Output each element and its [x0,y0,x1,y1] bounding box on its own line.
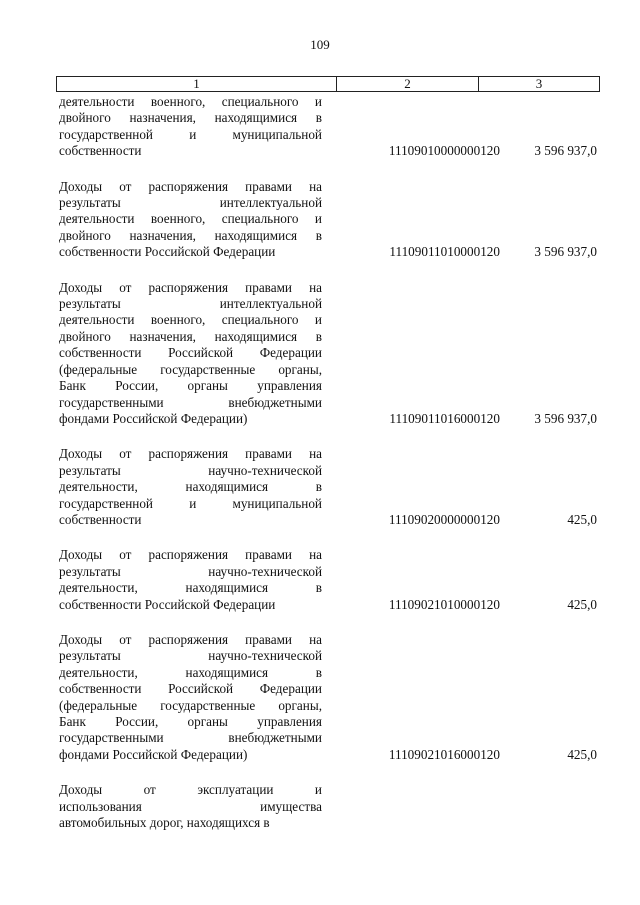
table-row [59,446,599,528]
table-row [59,547,599,613]
row-code: 11109011016000120 [389,410,500,426]
header-col-1: 1 [57,77,337,91]
row-code: 11109020000000120 [388,511,500,527]
description-line: фондами Российской Федерации) [59,410,248,426]
description-line: двойного назначения, находящимися в [59,227,322,243]
description-line: собственности [59,511,142,527]
table-row [59,632,599,763]
description-line: государственными внебюджетными [59,730,322,746]
row-amount: 425,0 [567,511,597,527]
row-amount: 3 596 937,0 [534,410,597,426]
description-line: результаты научно-технической [59,563,322,579]
header-col-3: 3 [535,76,543,91]
row-amount: 3 596 937,0 [534,244,597,260]
row-description [59,632,322,763]
row-description [59,280,322,428]
row-code: 11109021010000120 [388,596,500,612]
description-line: государственными внебюджетными [59,394,322,410]
table-row [59,179,599,261]
table-row [59,94,599,160]
description-line: Доходы от распоряжения правами на [59,631,322,647]
description-line: использования имущества [59,798,322,814]
description-line: собственности Российской Федерации [59,596,276,612]
row-description [59,782,322,831]
row-amount: 425,0 [567,596,597,612]
row-code: 11109010000000120 [388,143,500,159]
row-amount: 425,0 [567,746,597,762]
description-line: Банк России, органы управления [59,714,322,729]
description-line: двойного назначения, находящимися в [59,110,322,126]
description-line: Доходы от эксплуатации и [59,782,322,798]
row-amount: 3 596 937,0 [534,143,597,159]
description-line: (федеральные государственные органы, [59,697,322,713]
description-line: Доходы от распоряжения правами на [59,446,322,462]
description-line: Доходы от распоряжения правами на [59,547,322,563]
description-line: деятельности военного, специального и [59,94,322,109]
description-line: деятельности, находящимися в [59,580,322,596]
row-description [59,94,322,160]
description-line: результаты научно-технической [59,462,322,478]
table-header-row [56,76,600,92]
description-line: (федеральные государственные органы, [59,361,322,377]
description-line: результаты интеллектуальной [59,296,322,312]
description-line: собственности [59,143,142,159]
row-description [59,446,322,528]
table-row [59,280,599,428]
description-line: деятельности военного, специального и [59,211,322,227]
description-line: автомобильных дорог, находящихся в [59,815,270,831]
description-line: двойного назначения, находящимися в [59,328,322,344]
description-line: Доходы от распоряжения правами на [59,178,322,194]
row-code: 11109011010000120 [389,244,500,260]
description-line: деятельности, находящимися в [59,664,322,680]
description-line: государственной и муниципальной [59,126,322,142]
row-description [59,547,322,613]
description-line: государственной и муниципальной [59,495,322,511]
description-line: Банк России, органы управления [59,378,322,394]
description-line: собственности Российской Федерации [59,345,322,361]
table-row [59,782,599,831]
header-col-2: 2 [337,77,479,91]
page-number: 109 [310,37,330,52]
row-description [59,179,322,261]
row-code: 11109021016000120 [388,746,500,762]
description-line: результаты научно-технической [59,648,322,664]
description-line: фондами Российской Федерации) [59,746,248,762]
description-line: результаты интеллектуальной [59,195,322,211]
table-body [59,94,599,831]
description-line: Доходы от распоряжения правами на [59,279,322,295]
description-line: собственности Российской Федерации [59,244,276,260]
description-line: деятельности военного, специального и [59,312,322,328]
description-line: деятельности, находящимися в [59,479,322,495]
description-line: собственности Российской Федерации [59,681,322,697]
